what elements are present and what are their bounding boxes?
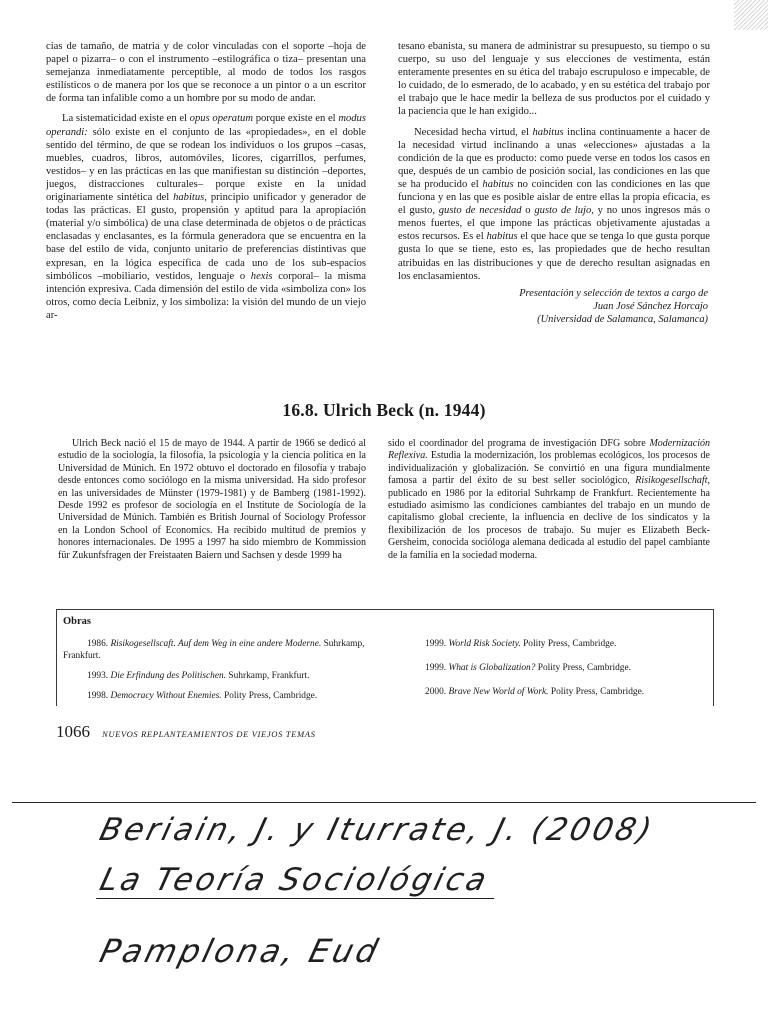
editor-signature: Presentación y selección de textos a cargo de Juan José Sánchez Horcajo (Universidad de Salamanca, Salamanca) <box>519 287 708 325</box>
right-paragraph-2: Necesidad hecha virtud, el habitus inclina continuamente a hacer de la necesidad virtud inclinando a unas «elecciones» ajustadas a la condición de la que es producto: como puede verse en todos los casos en que, después de un cambio de posición social, las condiciones en las que se ha producido el habitus no coinciden con las condiciones en las que funciona y en las que es posible aislar de entre ellas la propia eficacia, es el gusto, gusto de necesidad o gusto de lujo, y no unos ingresos más o menos fuertes, el que impone las prácticas objetivamente ajustadas a estos recursos. Es el habitus el que hace que se tenga lo que gusta porque gusta lo que se tiene, esto es, las propiedades que de hecho resultan atribuidas en las distribuciones y que de derecho resultan asignadas en los enclasamientos. <box>398 126 710 282</box>
scan-corner-shading <box>734 0 768 30</box>
handwritten-citation-line-2: La Teoría Sociológica <box>96 862 503 899</box>
left-text-column <box>46 40 366 322</box>
left-paragraph-2: La sistematicidad existe en el opus operatum porque existe en el modus operandi: sólo existe en el conjunto de las «propiedades», en el doble sentido del término, de que se rodean los individuos o los grupos –casas, muebles, cuadros, libros, automóviles, licores, cigarrillos, perfumes, vestidos– y en las prácticas en las que manifiestan su distinción –deportes, juegos, distracciones culturales– porque existe en la unidad originariamente sintética del habitus, principio unificador y generador de todas las prácticas. El gusto, propensión y aptitud para la apropiación (material y/o simbólica) de una clase determinada de objetos o de prácticas enclasadas y enclasantes, es la fórmula generadora que se encuentra en la base del estilo de vida, conjunto unitario de preferencias distintivas que expresan, en la lógica específica de cada uno de los sub-espacios simbólicos –mobiliario, vestidos, lenguaje o hexis corporal– la misma intención expresiva. Cada dimensión del estilo de vida «simboliza con» los otros, como decía Leibniz, y los simboliza: la visión del mundo de un viejo ar- <box>46 113 366 321</box>
work-entry: 2000. Brave New World of Work. Polity Press, Cambridge. <box>425 687 645 697</box>
right-text-column <box>398 40 710 326</box>
works-box <box>56 609 714 706</box>
work-entry: 1999. What is Globalization? Polity Press, Cambridge. <box>425 663 631 673</box>
handwritten-citation-line-3: Pamplona, Eud <box>96 932 385 970</box>
work-entry: 1986. Risikogesellscaft. Auf dem Weg in eine andere Moderne. Suhrkamp, Frankfurt. <box>63 639 365 661</box>
work-entry: 1999. World Risk Society. Polity Press, Cambridge. <box>425 639 617 649</box>
handwritten-citation-line-1: Beriain, J. y Iturrate, J. (2008) <box>96 812 658 848</box>
bio-right-column <box>388 438 710 562</box>
bio-left-paragraph: Ulrich Beck nació el 15 de mayo de 1944. A partir de 1966 se dedicó al estudio de la sociología, la filosofía, la psicología y la ciencia política en la Universidad de Múnich. En 1972 obtuvo el doctorado en filosofía y trabajo desde entonces como sociólogo en la misma universidad. Ha sido profesor en las universidades de Münster (1979-1981) y de Bamberg (1981-1992). Desde 1992 es profesor de sociología en el Institute de Sociología de la Universidad de Múnich. También es British Journal of Sociology Professor en la London School of Economics. Ha recibido multitud de premios y honores internacionales. De 1995 a 1997 ha sido miembro de Kommission für Zukunfsfragen der Freistaaten Baiern und Sachsen y desde 1999 ha <box>58 438 366 561</box>
page-number: 1066 <box>56 722 90 741</box>
bio-right-paragraph: sido el coordinador del programa de investigación DFG sobre Modernización Reflexiva. Estudia la modernización, los problemas ecológicos, los procesos de individualización y globalización. Se convirtió en una figura mundialmente famosa a partir del éxito de su best seller sociológico, Risikogesellschaft, publicado en 1986 por la editorial Suhrkamp de Frankfurt. Recientemente ha estudiado asimismo las condiciones cambiantes del trabajo en un mundo de capitalismo global creciente, la influencia en declive de los sindicatos y la flexibilización de los procesos de trabajo. Su mujer es Elizabeth Beck-Gersheim, conocida socióloga alemana dedicada al estudio del papel cambiante de la familia en la sociedad moderna. <box>388 438 710 561</box>
separator-rule <box>12 802 756 803</box>
running-head: NUEVOS REPLANTEAMIENTOS DE VIEJOS TEMAS <box>102 729 316 739</box>
section-title: 16.8. Ulrich Beck (n. 1944) <box>282 400 486 420</box>
works-title: Obras <box>63 616 92 627</box>
work-entry: 1998. Democracy Without Enemies. Polity Press, Cambridge. <box>87 691 318 701</box>
left-paragraph-1: cias de tamaño, de matria y de color vinculadas con el soporte –hoja de papel o pizarra– o con el instrumento –estilográfica o tiza– presentan una semejanza inmediatamente perceptible, al modo de todos los rasgos estilísticos o de manera por los que se reconoce a un pintor o a un escritor de forma tan infalible como a un hombre por su modo de andar. <box>46 41 366 105</box>
works-right-list <box>425 638 705 710</box>
work-entry: 1993. Die Erfindung des Politischen. Suhrkamp, Frankfurt. <box>87 671 310 681</box>
works-left-list <box>63 638 373 710</box>
page-footer <box>56 722 712 742</box>
right-paragraph-1: tesano ebanista, su manera de administrar su presupuesto, su tiempo o su cuerpo, su uso del lenguaje y sus elecciones de vestimenta, están enteramente presentes en su ética del trabajo escrupuloso e impecable, de lo cuidado, de lo esmerado, de lo acabado, y en su estética del trabajo por el trabajo que le hace medir la belleza de sus productos por el cuidado y la paciencia que le han exigido... <box>398 41 710 118</box>
bio-left-column <box>58 438 366 562</box>
